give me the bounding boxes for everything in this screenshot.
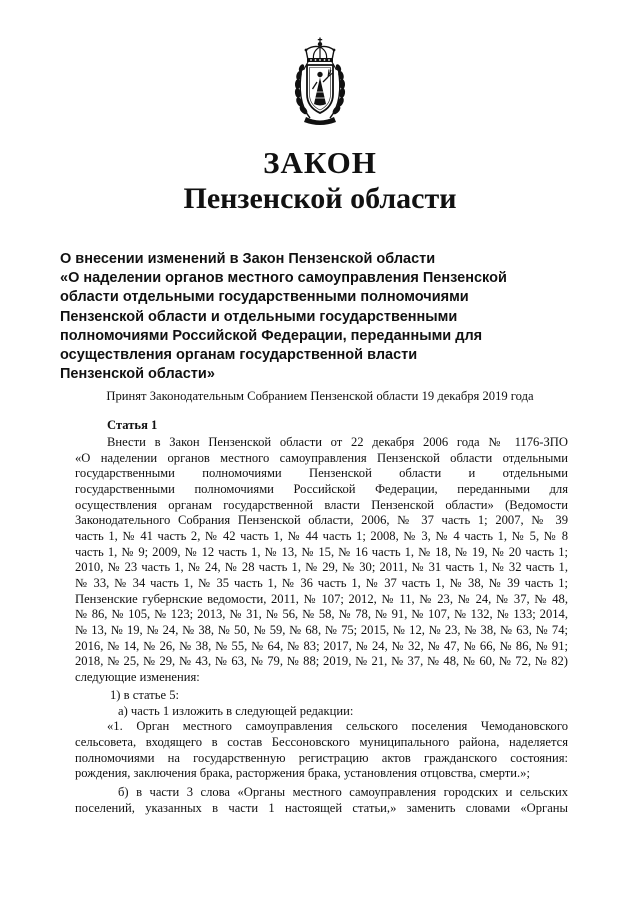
law-title-line: осуществления органам государственной власти [60, 347, 418, 364]
adoption-note: Принят Законодательным Собранием Пензенской области 19 декабря 2019 года [106, 389, 534, 403]
quoted-paragraph [75, 719, 568, 782]
paragraph-line: государственными полномочиями Пензенской области и отдельными [75, 466, 568, 481]
paragraph-line: поселений, указанных в части 1 настоящей статьи,» заменить словами «Органы [75, 801, 568, 815]
list-item [75, 687, 568, 703]
paragraph-line: № 33, № 34 часть 1, № 35 часть 1, № 36 часть 1, № 37 часть 1, № 38, № 39 часть 1; [75, 576, 568, 591]
paragraph-line: государственными полномочиями Российской Федерации, переданными для [75, 482, 568, 497]
paragraph-line: часть 1, № 41 часть 2, № 42 часть 1, № 44 часть 1; 2008, № 3, № 4 часть 1, № 5, № 8 [75, 529, 568, 544]
list-item-text: 1) в статье 5: [110, 688, 180, 702]
paragraph-line: «О наделении органов местного самоуправления Пензенской области отдельными [75, 450, 568, 465]
article-intro-paragraph [75, 435, 568, 686]
paragraph-line: рождения, заключения брака, расторжения брака, установления отцовства, смерти.»; [75, 766, 530, 781]
law-title [60, 250, 580, 384]
sub-item [75, 784, 568, 816]
paragraph-line: 2016, № 14, № 26, № 38, № 55, № 64, № 83; 2017, № 24, № 32, № 47, № 66, № 86, № 91; [75, 638, 568, 653]
law-title-line: Пензенской области и отдельными государственными [60, 308, 458, 325]
paragraph-line: 2018, № 25, № 29, № 43, № 63, № 79, № 88; 2019, № 21, № 37, № 48, № 60, № 72, № 82) [75, 654, 568, 669]
paragraph-line: полномочиями на государственную регистрацию актов гражданского состояния: [75, 750, 568, 765]
paragraph-line: Внести в Закон Пензенской области от 22 декабря 2006 года № 1176-ЗПО [107, 435, 568, 449]
law-title-line: полномочиями Российской Федерации, переданными для [60, 327, 483, 344]
coat-of-arms-icon [285, 37, 355, 127]
paragraph-line: Пензенские губернские ведомости, 2011, № 107; 2012, № 11, № 23, № 24, № 37, № 48, [75, 591, 568, 606]
document-type-title: ЗАКОН [263, 145, 377, 180]
paragraph-line: б) в части 3 слова «Органы местного самоуправления городских и сельских [118, 785, 568, 799]
paragraph-line: часть 1, № 9; 2009, № 12 часть 1, № 13, № 15, № 16 часть 1, № 18, № 19, № 20 часть 1; [75, 544, 568, 559]
paragraph-line: сельсовета, входящего в состав Бессоновского муниципального района, наделяется [75, 734, 568, 749]
law-title-line: области отдельными государственными полномочиями [60, 289, 469, 306]
paragraph-line: следующие изменения: [75, 670, 200, 685]
paragraph-line: осуществления органам государственной власти Пензенской области» (Ведомости [75, 497, 568, 512]
paragraph-line: № 13, № 19, № 24, № 38, № 50, № 59, № 68, № 75; 2015, № 12, № 23, № 38, № 63, № 74; [75, 623, 568, 638]
paragraph-line: Законодательного Собрания Пензенской области, 2006, № 37 часть 1; 2007, № 39 [75, 513, 568, 528]
paragraph-line: № 86, № 105, № 123; 2013, № 31, № 56, № 58, № 78, № 91, № 107, № 132, № 133; 2014, [75, 607, 568, 622]
law-title-line: «О наделении органов местного самоуправления Пензенской [60, 270, 507, 287]
sub-item [75, 703, 568, 719]
paragraph-line: «1. Орган местного самоуправления сельского поселения Чемодановского [107, 719, 568, 733]
article-heading: Статья 1 [107, 418, 158, 432]
law-title-line: Пензенской области» [60, 366, 215, 383]
sub-item-text: а) часть 1 изложить в следующей редакции: [118, 704, 354, 718]
paragraph-line: 2010, № 23 часть 1, № 24, № 28 часть 1, № 29, № 30; 2011, № 31 часть 1, № 32 часть 1, [75, 560, 568, 575]
law-title-line: О внесении изменений в Закон Пензенской области [60, 251, 436, 267]
region-title: Пензенской области [183, 182, 457, 215]
